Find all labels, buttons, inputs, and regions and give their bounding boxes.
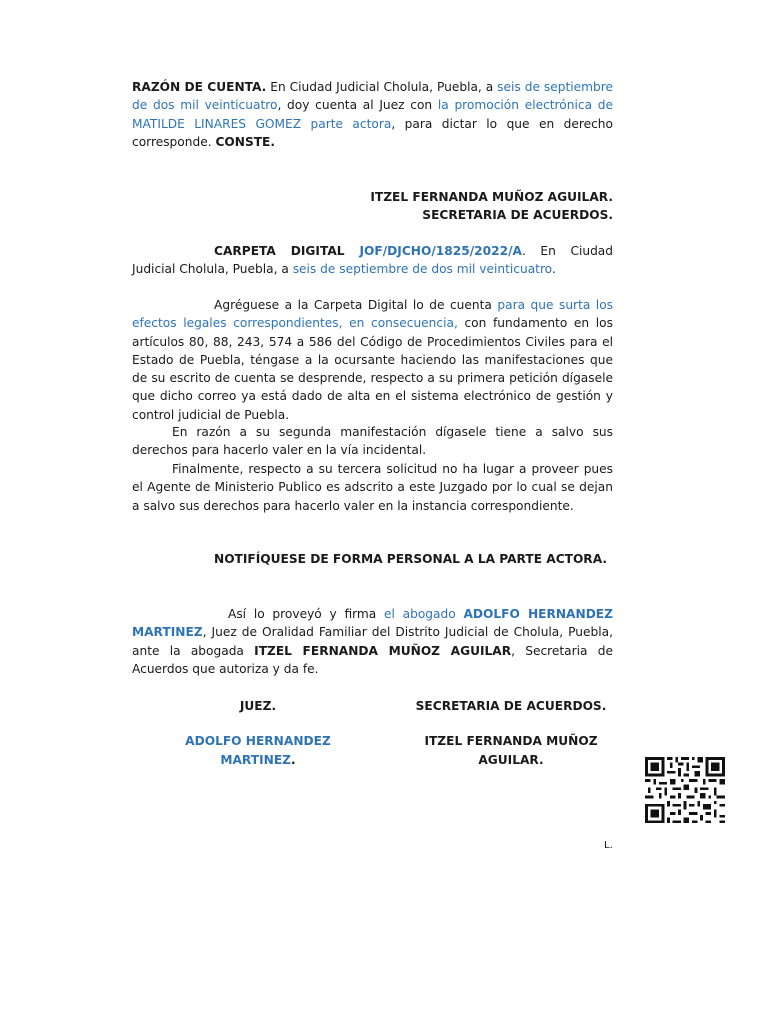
razon-date: seis de septiembre de dos mil veinticuatro <box>132 80 613 113</box>
judge-title: JUEZ. <box>239 699 277 713</box>
judge-name-line-1: ADOLFO HERNANDEZ <box>185 734 331 749</box>
razon-title: RAZÓN DE CUENTA. <box>132 80 267 94</box>
notifiquese-paragraph: NOTIFÍQUESE DE FORMA PERSONAL A LA PARTE ACTORA. <box>214 552 607 566</box>
carpeta-code: JOF/DJCHO/1825/2022/A <box>359 244 522 258</box>
carpeta-date: seis de septiembre de dos mil veinticuatro <box>292 262 552 277</box>
carpeta-text-2: . <box>551 262 556 277</box>
judge-name-inline: ADOLFO HERNANDEZ MARTINEZ <box>132 607 613 640</box>
razon-de-cuenta-paragraph <box>132 78 613 151</box>
secretary-final-title: SECRETARIA DE ACUERDOS. <box>415 699 607 713</box>
agreguese-paragraph <box>132 296 613 424</box>
razon-text-1: En Ciudad Judicial Cholula, Puebla, a <box>266 80 498 94</box>
razon-text-3: , para dictar lo que en derecho corresponde. <box>132 116 613 149</box>
secretary-name-inline: ITZEL FERNANDA MUÑOZ AGUILAR <box>254 643 512 658</box>
secretary-name: ITZEL FERNANDA MUÑOZ AGUILAR. <box>370 190 613 204</box>
agreguese-text-2: con fundamento en los artículos 80, 88, 243, 574 a 586 del Código de Procedimientos Civiles para el Estado de Puebla, téngase a la ocursante haciendo las manifestaciones que de su escrito de cuenta se desprende, respecto a su primera petición dígasele que dicho correo ya está dado de alta en el sistema electrónico de gestión y control judicial de Puebla. <box>132 316 613 422</box>
asi-text-1: Así lo proveyó y firma <box>228 607 385 621</box>
footer-initial: L. <box>604 840 613 851</box>
carpeta-text-1: . En Ciudad Judicial Cholula, Puebla, a <box>132 244 614 277</box>
qr-code <box>645 757 725 823</box>
judge-name-line-2 <box>178 751 338 769</box>
agreguese-text-1: Agréguese a la Carpeta Digital lo de cuenta <box>214 298 498 312</box>
agreguese-blue-text: para que surta los efectos legales correspondientes, en consecuencia, <box>132 298 614 331</box>
secretary-signature-block <box>132 188 613 225</box>
asi-text-3: , Secretaria de Acuerdos que autoriza y da fe. <box>132 643 613 676</box>
carpeta-digital-paragraph <box>132 242 613 279</box>
judge-name-last: MARTINEZ <box>220 752 291 767</box>
judge-name-dot: . <box>290 752 296 767</box>
carpeta-label: CARPETA DIGITAL <box>214 244 360 258</box>
razon-text-2: , doy cuenta al Juez con <box>277 98 438 113</box>
finalmente-paragraph: Finalmente, respecto a su tercera solicitud no ha lugar a proveer pues el Agente de Ministerio Publico es adscrito a este Juzgado por lo cual se dejan a salvo sus derechos para hacerlo valer en la instancia correspondiente. <box>132 462 613 513</box>
asi-lo-proveyo-paragraph <box>132 605 613 678</box>
asi-text-2: , Juez de Oralidad Familiar del Distrito Judicial de Cholula, Puebla, ante la abogada <box>132 625 613 658</box>
secretary-final-name-line-1: ITZEL FERNANDA MUÑOZ <box>424 734 598 749</box>
secretary-final-name-line-2: AGUILAR. <box>478 752 544 767</box>
segunda-manifestacion-paragraph: En razón a su segunda manifestación dígasele tiene a salvo sus derechos para hacerlo valer en la vía incidental. <box>132 425 613 458</box>
conste-label: CONSTE. <box>215 134 276 149</box>
razon-promocion: la promoción electrónica de MATILDE LINARES GOMEZ parte actora <box>132 98 613 131</box>
secretary-role: SECRETARIA DE ACUERDOS. <box>422 208 613 223</box>
judge-signature-block <box>178 697 338 769</box>
asi-blue-text: el abogado <box>384 607 464 621</box>
secretary-final-signature-block <box>405 697 617 769</box>
